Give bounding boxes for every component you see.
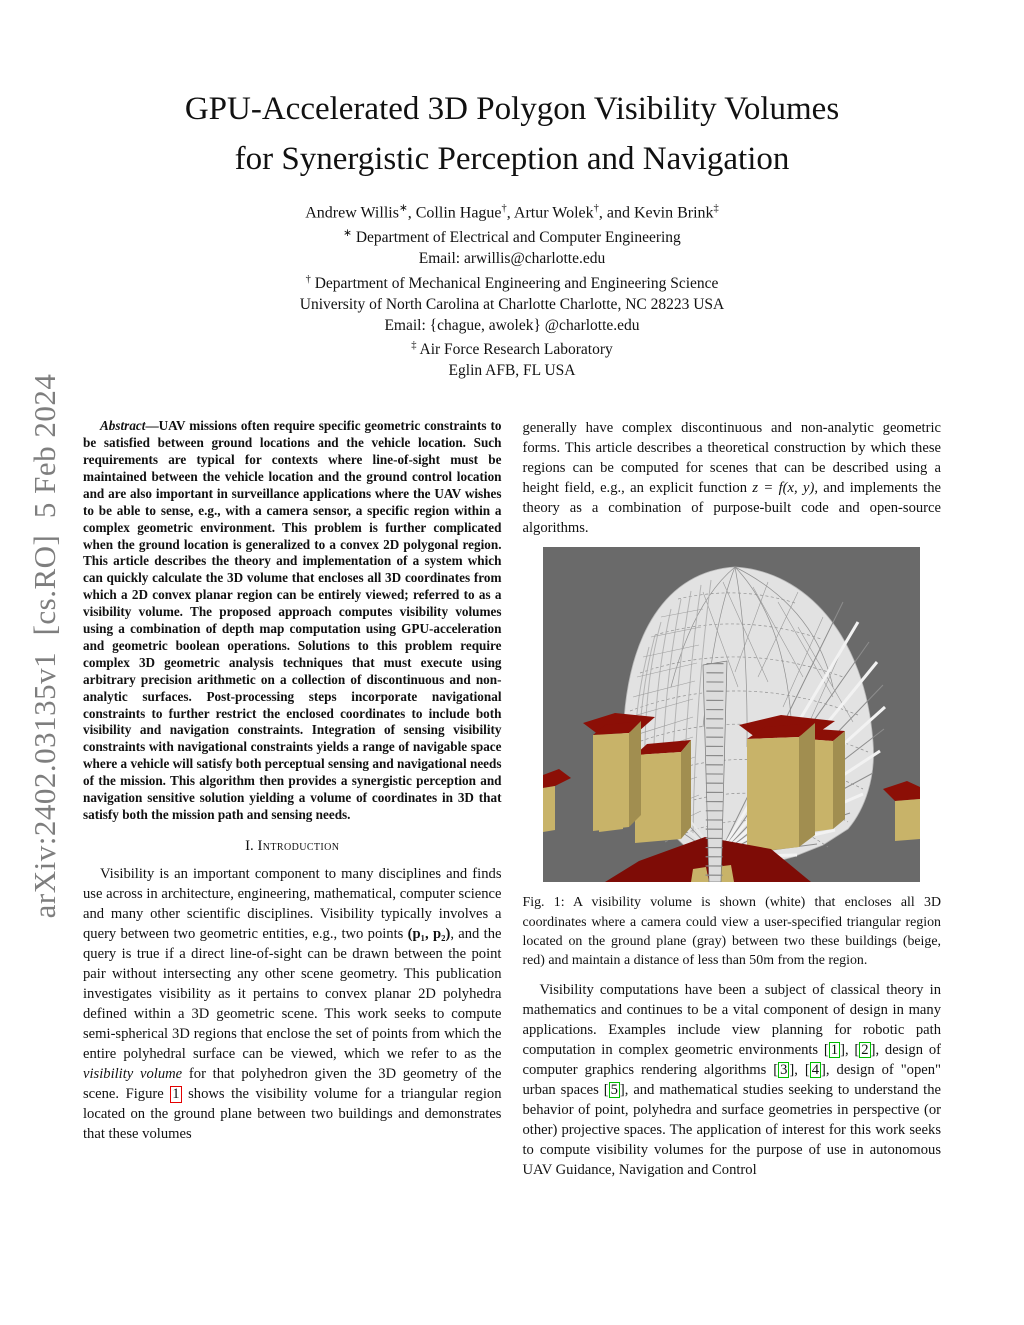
figure-1-image [543,547,920,882]
citation-3-link[interactable]: 3 [780,1061,788,1078]
citation-2-link[interactable]: 2 [861,1041,869,1058]
abstract-label: Abstract [100,418,146,434]
page-title [90,84,934,184]
math-points: (p₁, p₂) [407,925,451,942]
author-affil-mark: ∗ [398,203,408,214]
citation-1-link[interactable]: 1 [830,1041,839,1058]
citation-5-link[interactable]: 5 [610,1081,618,1098]
title-line-2: for Synergistic Perception and Navigation [234,141,790,177]
affiliation-line: Eglin AFB, FL USA [448,362,576,380]
continued-paragraph: generally have complex discontinuous and non-analytic geometric forms. This article describes a theoretical construction by which these regions can be computed for scenes that can be described using a height field, e.g., an explicit function z = f(x, y), and implements the theory as a combination of purpose-built code and open-source algorithms. [522,420,941,537]
affiliation-line: † Department of Mechanical Engineering and Engineering Science [305,273,719,293]
author-affil-mark: ‡ [713,203,719,214]
arxiv-watermark: arXiv:2402.03135v1 [cs.RO] 5 Feb 2024 [27,373,62,919]
figure-1-caption: Fig. 1: A visibility volume is shown (white) that encloses all 3D coordinates where a camera could view a user-specified triangular region located on the ground plane (gray) between two these buildings (beige, red) and maintain a distance of less than 50m from the region. [522,895,942,969]
math-height-field: z = f(x, y) [752,480,815,497]
affiliation-line: University of North Carolina at Charlotte Charlotte, NC 28223 USA [299,295,725,313]
author-name: , Collin Hague [407,204,502,222]
author-names [0,199,1024,224]
author-affil-mark: † [501,203,507,214]
affiliation-line: Email: {chague, awolek} @charlotte.edu [384,316,640,334]
author-name: , and Kevin Brink [598,204,714,222]
abstract-text: —UAV missions often require specific geometric constraints to be satisfied between ground locations and the vehicle location. Such requirements are typical for contexts where line-of-sight must be maintained between the vehicle location and the ground control location and are also important in surveillance applications where the UAV wishes to be able to sense, e.g., with a camera sensor, a specific region within a complex geometric environment. This problem is further complicated when the ground location is generalized to a convex 2D polygonal region. This article describes the theory and implementation of a system which can quickly calculate the 3D volume that encloses all 3D coordinates from which a 2D convex planar region can be entirely viewed; referred to as a visibility volume. The proposed approach computes visibility volumes using a combination of depth map computation using GPU-acceleration and geometric boolean operations. Solutions to this problem require complex 3D geometric analysis techniques that must execute using arbitrary precision arithmetic on a collection of discontinuous and non-analytic surfaces. Post-processing steps incorporate navigational constraints to further restrict the enclosed coordinates to include both visibility and navigation constraints. Integration of sensing visibility constraints with navigational constraints yields a range of navigable space where a vehicle will satisfy both perceptual sensing and navigational needs of the mission. This algorithm then provides a synergistic perception and navigation sensitive solution yielding a volume of coordinates in 3D that satisfy both the mission path and sensing needs. [83,418,502,823]
abstract [83,418,502,824]
authors-block [0,199,1024,382]
author-affil-mark: † [593,203,599,214]
section-number: I. [245,837,254,854]
intro-paragraph: Visibility is an important component to many disciplines and finds use across in architecture, engineering, mathematical, computer science and many other scientific disciplines. Visibility typically involves a query between two geometric entities, e.g., two points (p₁, p₂), and the query is true if a direct line-of-sight can be drawn between the point pair without intersecting any other scene geometry. This publication investigates visibility as it pertains to convex planar 2D polyhedra defined within a 3D geometric scene. This work seeks to compute semi-spherical 3D regions that enclose the set of points from which the entire polyhedral surface can be viewed, which we refer to as the visibility volume for that polyhedron given the 3D geometry of the scene. Figure 1 shows the visibility volume for a triangular region located on the ground plane between two buildings and demonstrates that these volumes [83,865,502,1142]
right-column [523,418,942,1180]
visibility-volume-rendering [543,547,920,882]
figure-1-link[interactable]: 1 [172,1085,180,1102]
affiliation-line: ∗ Department of Electrical and Computer Engineering [343,228,681,247]
title-block [90,84,934,184]
affiliation-line: Email: arwillis@charlotte.edu [418,250,606,268]
emphasis-visibility-volume: visibility volume [83,1065,183,1082]
citation-4-link[interactable]: 4 [811,1061,820,1078]
title-line-1: GPU-Accelerated 3D Polygon Visibility Volumes [184,91,840,127]
section-title: Introduction [257,837,340,854]
affiliation-line: ‡ Air Force Research Laboratory [411,340,613,359]
left-column [83,418,502,1180]
author-name: Andrew Willis [305,204,399,222]
figure-caption-tag: Fig. 1: [522,895,565,911]
section-heading-introduction [83,838,502,855]
visibility-computations-paragraph: Visibility computations have been a subject of classical theory in mathematics and continues to be a vital component of design in many applications. Examples include view planning for robotic path computation in complex geometric environments [ 1 ], [ 2 ], design of computer graphics rendering algorithms [ 3 ], [ 4 ], design of "open" urban spaces [ 5 ], and mathematical studies seeking to understand the behavior of point, polyhedra and surface geometries in perspective (or other) projective spaces. The application of interest for this work seeks to compute visibility volumes for the purpose of use in autonomous UAV Guidance, Navigation and Control [522,981,941,1178]
author-name: , Artur Wolek [506,204,594,222]
two-column-body [83,418,941,1180]
